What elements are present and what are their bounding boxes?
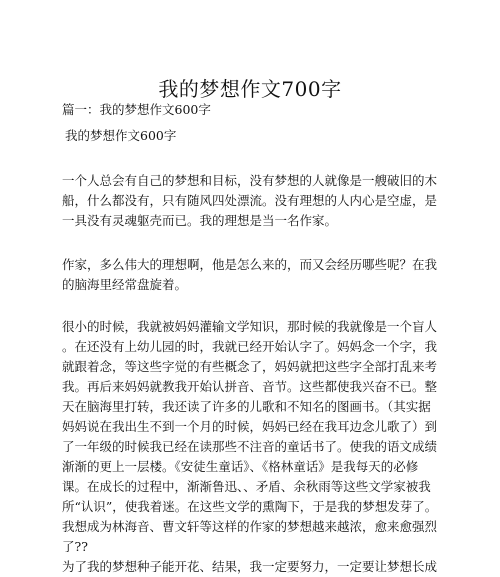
paragraph-line: 我想成为林海音、曹文轩等这样的作家的梦想越来越浓，愈来愈强烈	[62, 519, 438, 534]
paragraph-line: 很小的时候，我就被妈妈灌输文学知识，那时候的我就像是一个盲人	[62, 319, 438, 334]
paragraph-line: 一具没有灵魂躯壳而已。我的理想是当一名作家。	[62, 213, 338, 228]
paragraph-line: 所“认识”，使我着迷。在这些文学的熏陶下，于是我的梦想发芽了。	[62, 499, 438, 514]
paragraph-intro	[62, 171, 442, 231]
paragraph-line: 渐渐的更上一层楼。《安徒生童话》、《格林童话》是我每天的必修	[62, 459, 419, 474]
paragraph-line: 课。在成长的过程中，渐渐鲁迅、、矛盾、余秋雨等这些文学家被我	[62, 479, 431, 494]
paragraph-line: 作家，多么伟大的理想啊，他是怎么来的，而又会经历哪些呢？在我	[62, 257, 438, 272]
paragraph-line: 就跟着念，等这些字觉的有些概念了，妈妈就把这些字全部打乱来考	[62, 359, 438, 374]
paragraph-line: 为了我的梦想种子能开花、结果，我一定要努力，一定要让梦想长成	[62, 559, 438, 574]
paragraph-line: 一个人总会有自己的梦想和目标，没有梦想的人就像是一艘破旧的木	[62, 173, 438, 188]
paragraph-line: 了一年级的时候我已经在读那些不注音的童话书了。使我的语文成绩	[62, 439, 438, 454]
paragraph-line: 了??	[62, 539, 88, 554]
paragraph-line: 我。再后来妈妈就教我开始认拼音、音节。这些都使我兴奋不已。整	[62, 379, 438, 394]
subheading-essay-one: 篇一：我的梦想作文600字	[62, 102, 211, 117]
paragraph-line: 船，什么都没有，只有随风四处漂流。没有理想的人内心是空虚，是	[62, 193, 438, 208]
paragraph-line: 的脑海里经常盘旋着。	[62, 277, 188, 292]
document-title: 我的梦想作文700字	[158, 77, 342, 102]
paragraph-line: 妈妈说在我出生不到一个月的时候，妈妈已经在我耳边念儿歌了）到	[62, 419, 438, 434]
subheading-essay-title: 我的梦想作文600字	[65, 128, 177, 143]
paragraph-line: 。在还没有上幼儿园的时，我就已经开始认字了。妈妈念一个字，我	[62, 339, 438, 354]
paragraph-line: 天在脑海里打转，我还读了许多的儿歌和不知名的图画书。（其实据	[62, 399, 431, 414]
paragraph-question	[62, 255, 442, 295]
paragraph-childhood	[62, 317, 442, 577]
